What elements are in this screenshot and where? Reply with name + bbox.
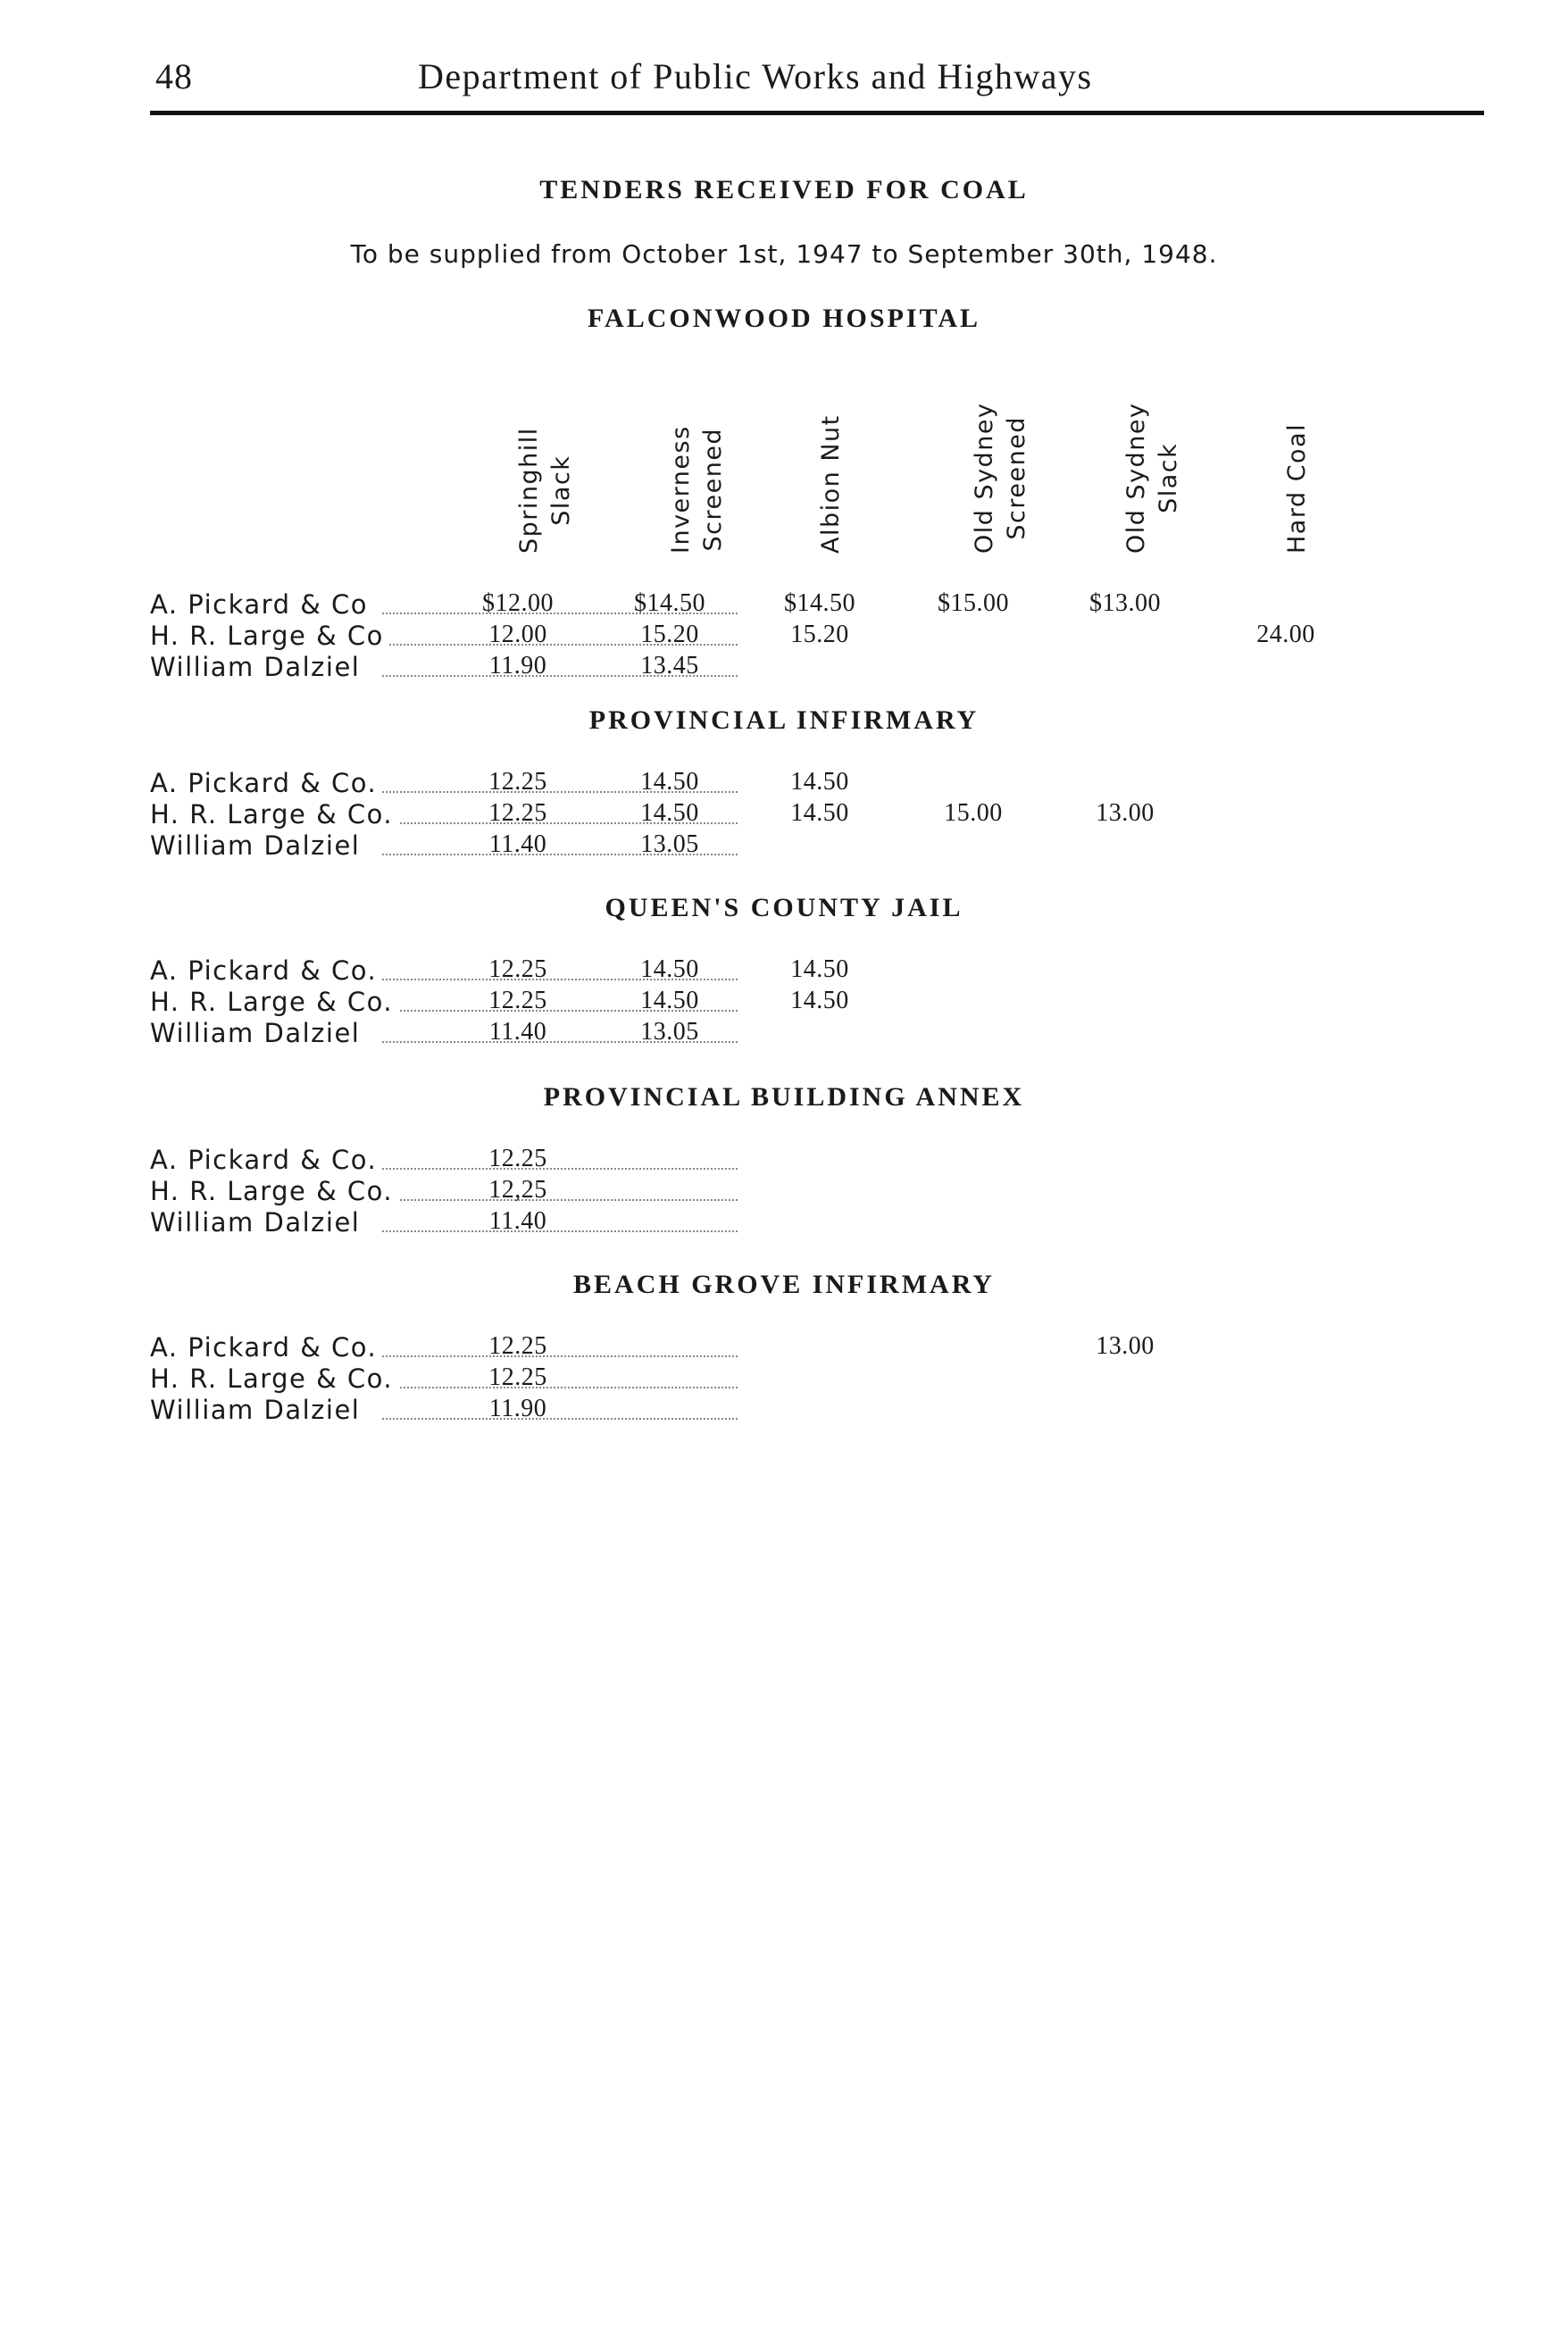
bidder-name: A. Pickard & Co: [150, 589, 596, 621]
bidder-name: William Dalziel: [150, 1018, 596, 1050]
document-title: TENDERS RECEIVED FOR COAL: [539, 175, 1029, 204]
running-title: Department of Public Works and Highways: [418, 56, 1093, 96]
price-cell: $14.50: [784, 589, 855, 617]
bidder-name: H. R. Large & Co.: [150, 987, 596, 1019]
bidder-name: A. Pickard & Co.: [150, 955, 596, 988]
document-subtitle: To be supplied from October 1st, 1947 to September 30th, 1948.: [350, 239, 1218, 269]
price-cell: 12.25: [488, 1145, 547, 1172]
table-row: [150, 589, 1489, 621]
price-cell: 14.50: [640, 768, 699, 796]
price-cell: 14.50: [790, 768, 849, 796]
table-row: [150, 1176, 1489, 1208]
table-row: [150, 799, 1489, 831]
price-cell: 12.00: [488, 621, 547, 648]
price-cell: 15.20: [790, 621, 849, 648]
price-cell: 14.50: [640, 987, 699, 1014]
bidder-name: William Dalziel: [150, 1395, 596, 1427]
table-row: [150, 1332, 1489, 1364]
column-header-springhill-slack: Springhill Slack: [515, 427, 575, 554]
table-row: [150, 768, 1489, 800]
table-row: [150, 987, 1489, 1019]
price-cell: 14.50: [790, 987, 849, 1014]
column-header-albion-nut: Albion Nut: [817, 414, 845, 554]
page-number: 48: [155, 56, 193, 96]
price-cell: 12,25: [488, 1176, 547, 1204]
bidder-name: A. Pickard & Co.: [150, 1332, 596, 1364]
table-row: [150, 1145, 1489, 1177]
section-heading: FALCONWOOD HOSPITAL: [587, 304, 981, 333]
price-cell: $12.00: [482, 589, 554, 617]
table-row: [150, 1395, 1489, 1427]
price-cell: 13.00: [1096, 799, 1155, 827]
table-row: [150, 1363, 1489, 1396]
table-row: [150, 955, 1489, 988]
price-cell: 11.40: [488, 1207, 547, 1235]
bidder-name: A. Pickard & Co.: [150, 1145, 596, 1177]
column-header-inverness-screened: Inverness Screened: [667, 425, 727, 554]
price-cell: $15.00: [938, 589, 1009, 617]
bidder-name: A. Pickard & Co.: [150, 768, 596, 800]
column-header-old-sydney-slack: Old Sydney Slack: [1122, 402, 1182, 554]
price-cell: 11.90: [488, 1395, 547, 1422]
section-heading: BEACH GROVE INFIRMARY: [573, 1270, 995, 1299]
price-cell: 13.45: [640, 652, 699, 679]
price-cell: 11.40: [488, 1018, 547, 1046]
table-row: [150, 621, 1489, 653]
price-cell: $14.50: [634, 589, 705, 617]
price-cell: $13.00: [1089, 589, 1161, 617]
bidder-name: H. R. Large & Co.: [150, 1363, 596, 1396]
bidder-name: William Dalziel: [150, 830, 596, 863]
price-cell: 14.50: [640, 955, 699, 983]
bidder-name: William Dalziel: [150, 1207, 596, 1239]
section-heading: PROVINCIAL BUILDING ANNEX: [543, 1082, 1025, 1112]
price-cell: 14.50: [640, 799, 699, 827]
page-header: [150, 55, 1484, 109]
price-cell: 15.00: [944, 799, 1003, 827]
table-row: [150, 1207, 1489, 1239]
price-cell: 15.20: [640, 621, 699, 648]
bidder-name: H. R. Large & Co.: [150, 799, 596, 831]
column-header-hard-coal: Hard Coal: [1283, 422, 1311, 554]
section-heading: PROVINCIAL INFIRMARY: [588, 705, 980, 735]
price-cell: 12.25: [488, 768, 547, 796]
price-cell: 12.25: [488, 955, 547, 983]
price-cell: 12.25: [488, 987, 547, 1014]
bidder-name: William Dalziel: [150, 652, 596, 684]
header-rule: [150, 111, 1484, 115]
table-row: [150, 830, 1489, 863]
section-heading: QUEEN'S COUNTY JAIL: [605, 893, 963, 922]
bidder-name: H. R. Large & Co.: [150, 1176, 596, 1208]
price-cell: 14.50: [790, 955, 849, 983]
price-cell: 12.25: [488, 799, 547, 827]
price-cell: 11.40: [488, 830, 547, 858]
price-cell: 24.00: [1256, 621, 1315, 648]
price-cell: 14.50: [790, 799, 849, 827]
price-cell: 13.00: [1096, 1332, 1155, 1360]
table-row: [150, 652, 1489, 684]
price-cell: 12.25: [488, 1363, 547, 1391]
price-cell: 13.05: [640, 830, 699, 858]
bidder-name: H. R. Large & Co: [150, 621, 596, 653]
price-cell: 13.05: [640, 1018, 699, 1046]
price-cell: 12.25: [488, 1332, 547, 1360]
table-row: [150, 1018, 1489, 1050]
column-header-old-sydney-screened: Old Sydney Screened: [971, 402, 1030, 554]
price-cell: 11.90: [488, 652, 547, 679]
